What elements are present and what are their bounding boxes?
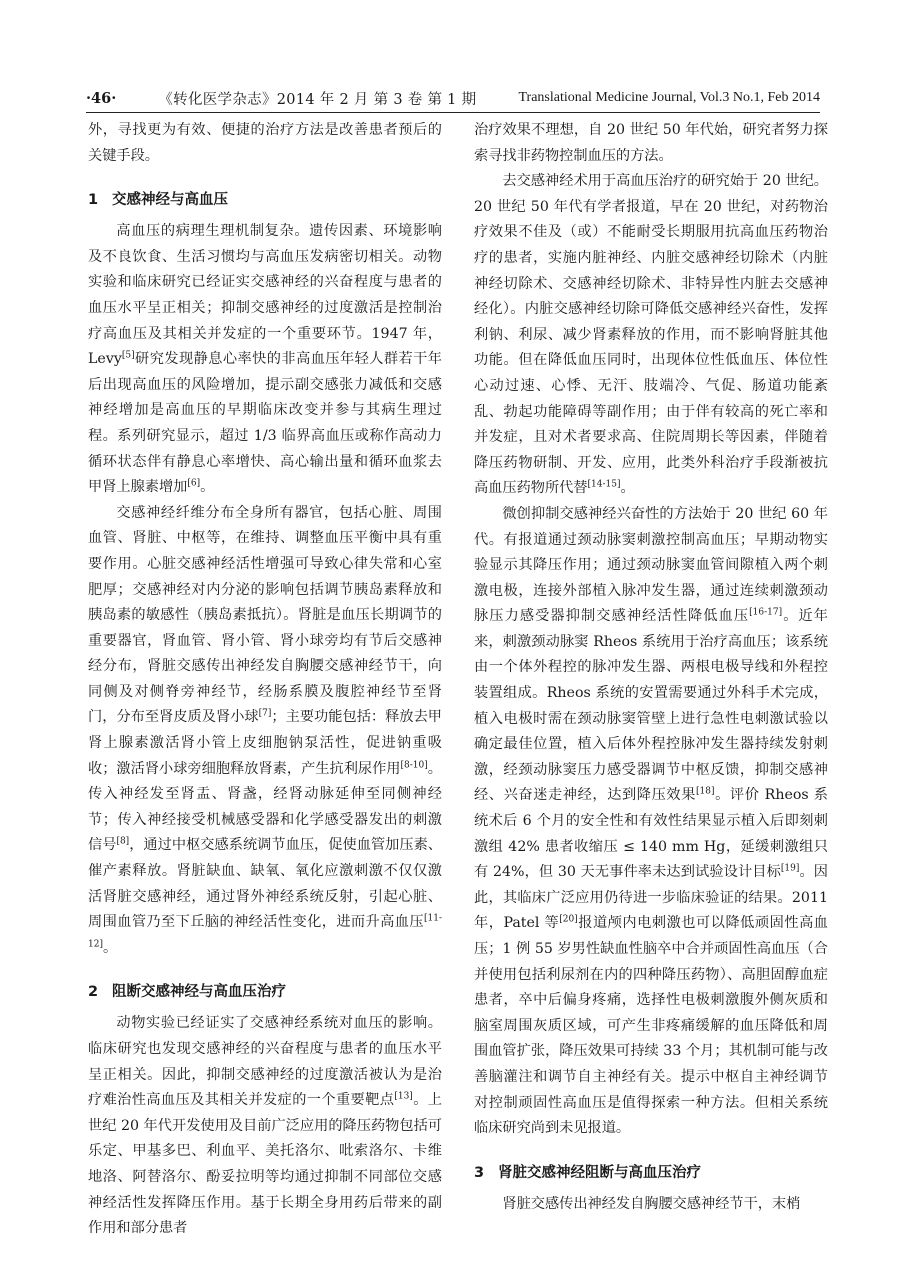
section-title: 肾脏交感神经阻断与高血压治疗 bbox=[498, 1164, 701, 1181]
page-number: ·46· bbox=[86, 89, 117, 107]
citation: [13] bbox=[394, 1091, 413, 1102]
section-heading bbox=[88, 981, 442, 1003]
paragraph: 治疗效果不理想，自 20 世纪 50 年代始，研究者努力探索寻找非药物控制血压的方法。 bbox=[474, 122, 828, 164]
section-number: 3 bbox=[474, 1164, 485, 1181]
paragraph: 动物实验已经证实了交感神经系统对血压的影响。临床研究也发现交感神经的兴奋程度与患者的血压水平呈正相关。因此，抑制交感神经的过度激活被认为是治疗难治性高血压及其相关并发症的一个重要靶点[13]。上世纪 20 年代开发使用及目前广泛应用的降压药物包括可乐定、甲基多巴、利血平、美托洛尔、吡索洛尔、卡维地洛、阿替洛尔、酚妥拉明等均通过抑制不同部位交感神经活性发挥降压作用。基于长期全身用药后带来的副作用和部分患者 bbox=[88, 1015, 442, 1237]
paragraph: 外，寻找更为有效、便捷的治疗方法是改善患者预后的关键手段。 bbox=[88, 122, 442, 164]
paragraph: 微创抑制交感神经兴奋性的方法始于 20 世纪 60 年代。有报道通过颈动脉窦刺激控制高血压；早期动物实验显示其降压作用；通过颈动脉窦血管间隙植入两个刺激电极，连接外部植入脉冲发生器，通过连续刺激颈动脉压力感受器抑制交感神经活性降低血压[16-17]。近年来，刺激颈动脉窦 Rheos 系统用于治疗高血压；该系统由一个体外程控的脉冲发生器、两根电极导线和外程控装置组成。Rheos 系统的安置需要通过外科手术完成，植入电极时需在颈动脉窦管壁上进行急性电刺激试验以确定最佳位置，植入后体外程控脉冲发生器持续发射刺激，经颈动脉窦压力感受器调节中枢反馈，抑制交感神经、兴奋迷走神经，达到降压效果[18]。评价 Rheos 系统术后 6 个月的安全性和有效性结果显示植入后即刻刺激组 42% 患者收缩压 ≤ 140 mm Hg，延缓刺激组只有 24%，但 30 天无事件率未达到试验设计目标[19]。因此，其临床广泛应用仍待进一步临床验证的结果。2011 年，Patel 等[20]报道颅内电刺激也可以降低顽固性高血压；1 例 55 岁男性缺血性脑卒中合并顽固性高血压（合并使用包括利尿剂在内的四种降压药物）、高胆固醇血症患者，卒中后偏身疼痛，选择性电极刺激腹外侧灰质和脑室周围灰质区域，可产生非疼痛缓解的血压降低和周围血管扩张，降压效果可持续 33 个月；其机制可能与改善脑灌注和调节自主神经有关。提示中枢自主神经调节对控制顽固性高血压是值得探索一种方法。但相关系统临床研究尚到未见报道。 bbox=[474, 505, 828, 1137]
right-column bbox=[474, 118, 828, 1217]
running-header bbox=[86, 84, 820, 113]
left-column bbox=[88, 118, 442, 1242]
section-title: 阻断交感神经与高血压治疗 bbox=[112, 984, 286, 1001]
citation: [16-17] bbox=[749, 607, 783, 618]
journal-citation-en: Translational Medicine Journal, Vol.3 No.1, Feb 2014 bbox=[518, 90, 820, 105]
paragraph: 去交感神经术用于高血压治疗的研究始于 20 世纪。20 世纪 50 年代有学者报道，早在 20 世纪，对药物治疗效果不佳及（或）不能耐受长期服用抗高血压药物治疗的患者，实施内脏神经、内脏交感神经切除术（内脏神经切除术、交感神经切除术、非特异性内脏去交感神经化）。内脏交感神经切除可降低交感神经兴奋性，发挥利钠、利尿、减少肾素释放的作用，而不影响肾脏其他功能。但在降低血压同时，出现体位性低血压、体位性心动过速、心悸、无汗、肢端冷、气促、肠道功能紊乱、勃起功能障碍等副作用；由于伴有较高的死亡率和并发症，且对术者要求高、住院周期长等因素，伴随着降压药物研制、开发、应用，此类外科治疗手段渐被抗高血压药物所代替[14-15]。 bbox=[474, 173, 828, 497]
paragraph: 高血压的病理生理机制复杂。遗传因素、环境影响及不良饮食、生活习惯均与高血压发病密切相关。动物实验和临床研究已经证实交感神经的兴奋程度与患者的血压水平呈正相关；抑制交感神经的过度激活是控制治疗高血压及其相关并发症的一个重要环节。1947 年，Levy[5]研究发现静息心率快的非高血压年轻人群若干年后出现高血压的风险增加，提示副交感张力减低和交感神经增加是高血压的早期临床改变并参与其病生理过程。系列研究显示，超过 1/3 临界高血压或称作高动力循环状态伴有静息心率增快、高心输出量和循环血浆去甲肾上腺素增加[6]。 bbox=[88, 223, 442, 496]
citation: [6] bbox=[187, 478, 201, 489]
section-heading bbox=[88, 189, 442, 211]
citation: [19] bbox=[780, 863, 800, 874]
citation: [20] bbox=[559, 914, 578, 925]
citation: [7] bbox=[258, 708, 272, 719]
paragraph: 肾脏交感传出神经发自胸腰交感神经节干，末梢 bbox=[502, 1195, 801, 1212]
citation: [8] bbox=[116, 836, 130, 847]
section-number: 1 bbox=[88, 192, 99, 209]
citation: [8-10] bbox=[400, 759, 428, 770]
section-number: 2 bbox=[88, 984, 99, 1001]
section-title: 交感神经与高血压 bbox=[112, 192, 228, 209]
journal-citation-cn: 《转化医学杂志》2014 年 2 月 第 3 卷 第 1 期 bbox=[158, 91, 477, 108]
section-heading bbox=[474, 1162, 828, 1184]
paragraph: 交感神经纤维分布全身所有器官，包括心脏、周围血管、肾脏、中枢等，在维持、调整血压平衡中具有重要作用。心脏交感神经活性增强可导致心律失常和心室肥厚；交感神经对内分泌的影响包括调节胰岛素释放和胰岛素的敏感性（胰岛素抵抗）。肾脏是血压长期调节的重要器官，肾血管、肾小管、肾小球旁均有节后交感神经分布，肾脏交感传出神经发自胸腰交感神经节干，向同侧及对侧脊旁神经节，经肠系膜及腹腔神经节至肾门，分布至肾皮质及肾小球[7]；主要功能包括：释放去甲肾上腺素激活肾小管上皮细胞钠泵活性，促进钠重吸收；激活肾小球旁细胞释放肾素，产生抗利尿作用[8-10]。传入神经发至肾盂、肾盏，经肾动脉延伸至同侧神经节；传入神经接受机械感受器和化学感受器发出的刺激信号[8]，通过中枢交感系统调节血压，促使血管加压素、催产素释放。肾脏缺血、缺氧、氧化应激刺激不仅仅激活肾脏交感神经，通过肾外神经系统反射，引起心脏、周围血管乃至下丘脑的神经活性变化，进而升高血压[11-12]。 bbox=[88, 504, 442, 956]
citation: [11-12] bbox=[88, 913, 442, 950]
citation: [14-15] bbox=[587, 479, 621, 490]
citation: [5] bbox=[121, 350, 135, 361]
citation: [18] bbox=[696, 786, 715, 797]
